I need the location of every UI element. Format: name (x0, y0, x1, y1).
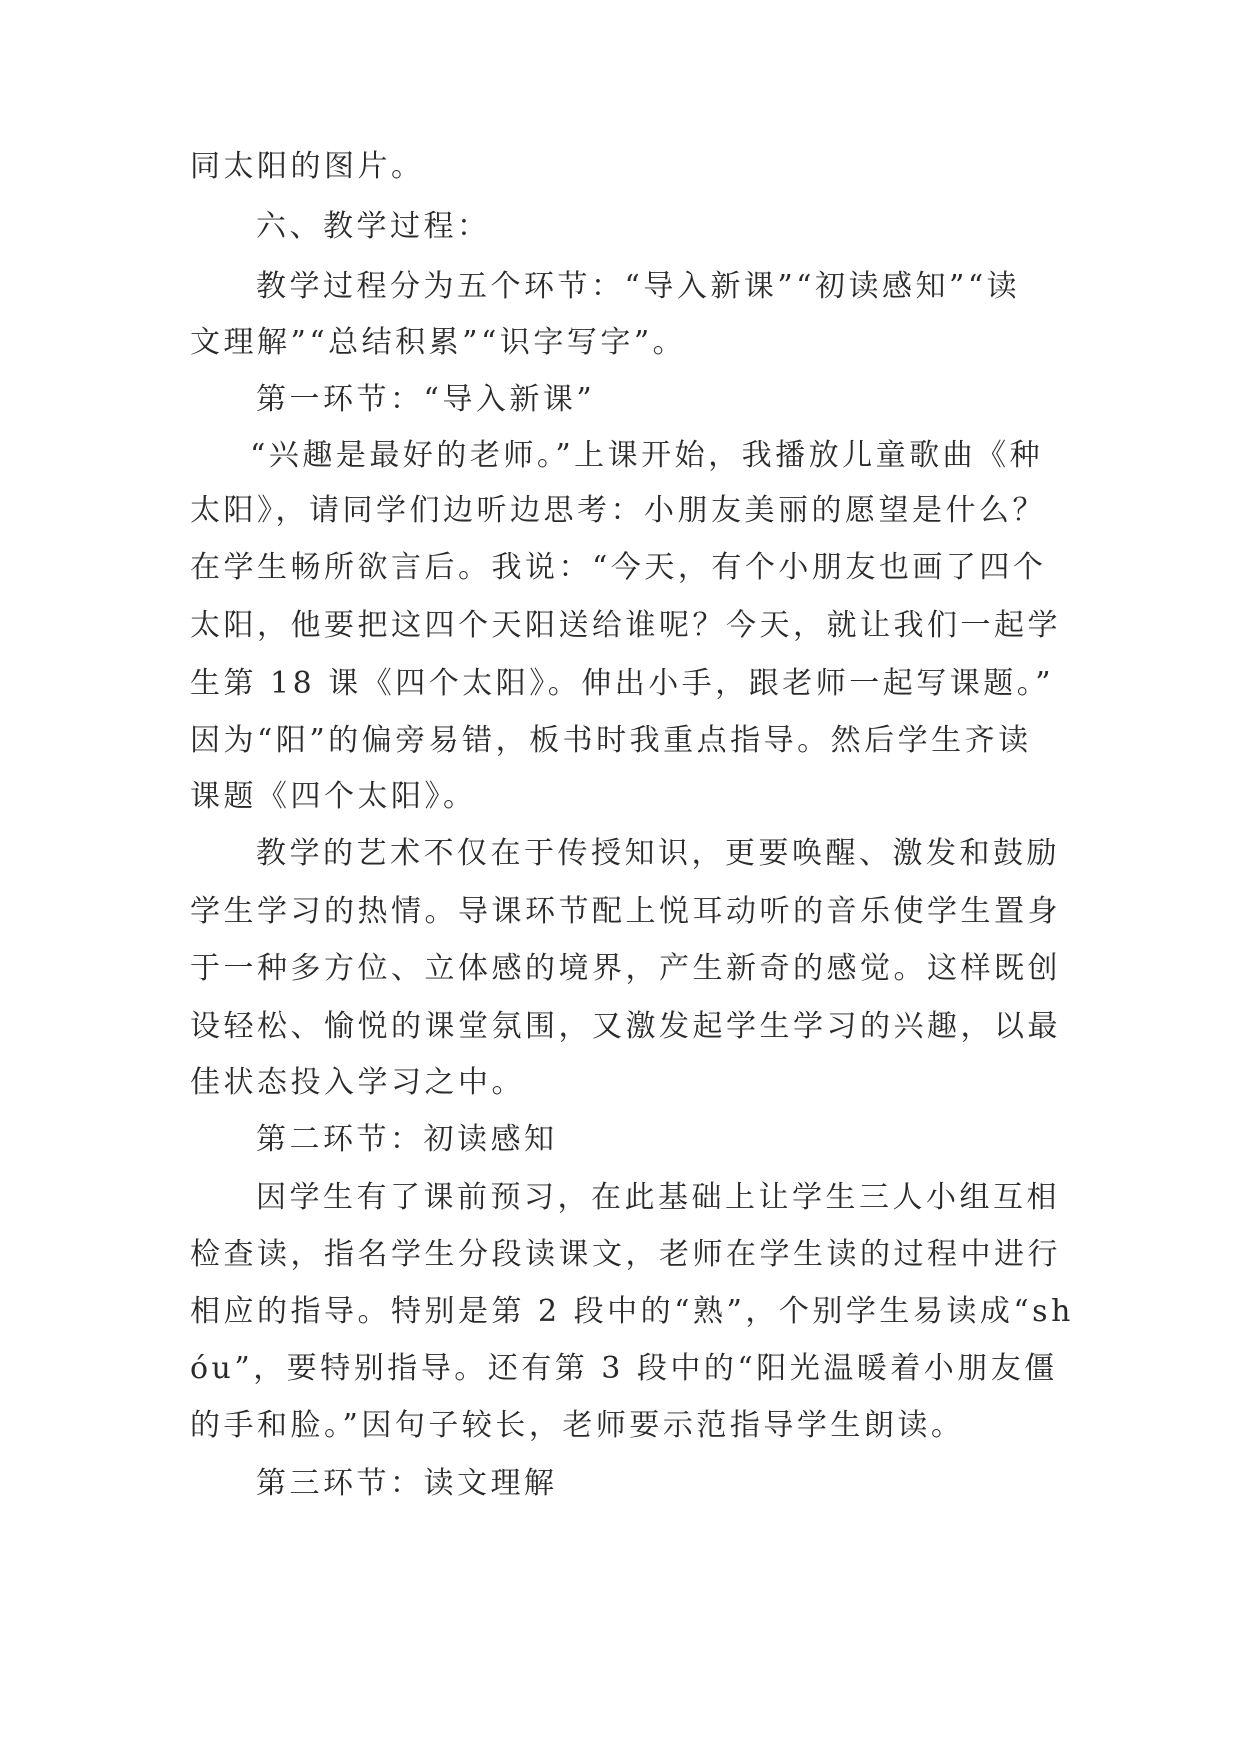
text-line: 教学过程分为五个环节：“导入新课”“初读感知”“读 (256, 269, 1021, 304)
text-line: 相应的指导。特别是第 2 段中的“熟”，个别学生易读成“sh (190, 1294, 1074, 1329)
section-heading: 六、教学过程： (256, 209, 491, 244)
text-line: óu”，要特别指导。还有第 3 段中的“阳光温暖着小朋友僵 (190, 1351, 1058, 1386)
text-line: “兴趣是最好的老师。”上课开始，我播放儿童歌曲《种 (250, 438, 1044, 473)
text-line: 生第 18 课《四个太阳》。伸出小手，跟老师一起写课题。” (190, 666, 1055, 701)
stage-heading: 第二环节：初读感知 (256, 1122, 558, 1157)
text-line: 检查读，指名学生分段读课文，老师在学生读的过程中进行 (190, 1237, 1061, 1272)
text-line: 因为“阳”的偏旁易错，板书时我重点指导。然后学生齐读 (190, 723, 1032, 758)
text-line: 设轻松、愉悦的课堂氛围，又激发起学生学习的兴趣，以最 (190, 1009, 1061, 1044)
stage-heading: 第一环节：“导入新课” (256, 382, 596, 417)
text-line: 课题《四个太阳》。 (190, 779, 477, 814)
text-line: 佳状态投入学习之中。 (190, 1065, 525, 1100)
text-line: 在学生畅所欲言后。我说：“今天，有个小朋友也画了四个 (190, 550, 1047, 585)
text-line: 太阳，他要把这四个天阳送给谁呢？今天，就让我们一起学 (190, 608, 1061, 643)
text-line: 学生学习的热情。导课环节配上悦耳动听的音乐使学生置身 (190, 894, 1061, 929)
text-line: 于一种多方位、立体感的境界，产生新奇的感觉。这样既创 (190, 951, 1061, 986)
text-line: 因学生有了课前预习，在此基础上让学生三人小组互相 (256, 1180, 1060, 1215)
text-line: 的手和脸。”因句子较长，老师要示范指导学生朗读。 (190, 1408, 965, 1443)
stage-heading: 第三环节：读文理解 (256, 1466, 558, 1501)
text-line: 太阳》，请同学们边听边思考：小朋友美丽的愿望是什么？ (190, 493, 1046, 528)
text-line: 教学的艺术不仅在于传授知识，更要唤醒、激发和鼓励 (256, 836, 1060, 871)
document-page (190, 0, 1074, 1754)
text-line: 文理解”“总结积累”“识字写字”。 (190, 325, 687, 360)
text-line: 同太阳的图片。 (190, 149, 425, 184)
